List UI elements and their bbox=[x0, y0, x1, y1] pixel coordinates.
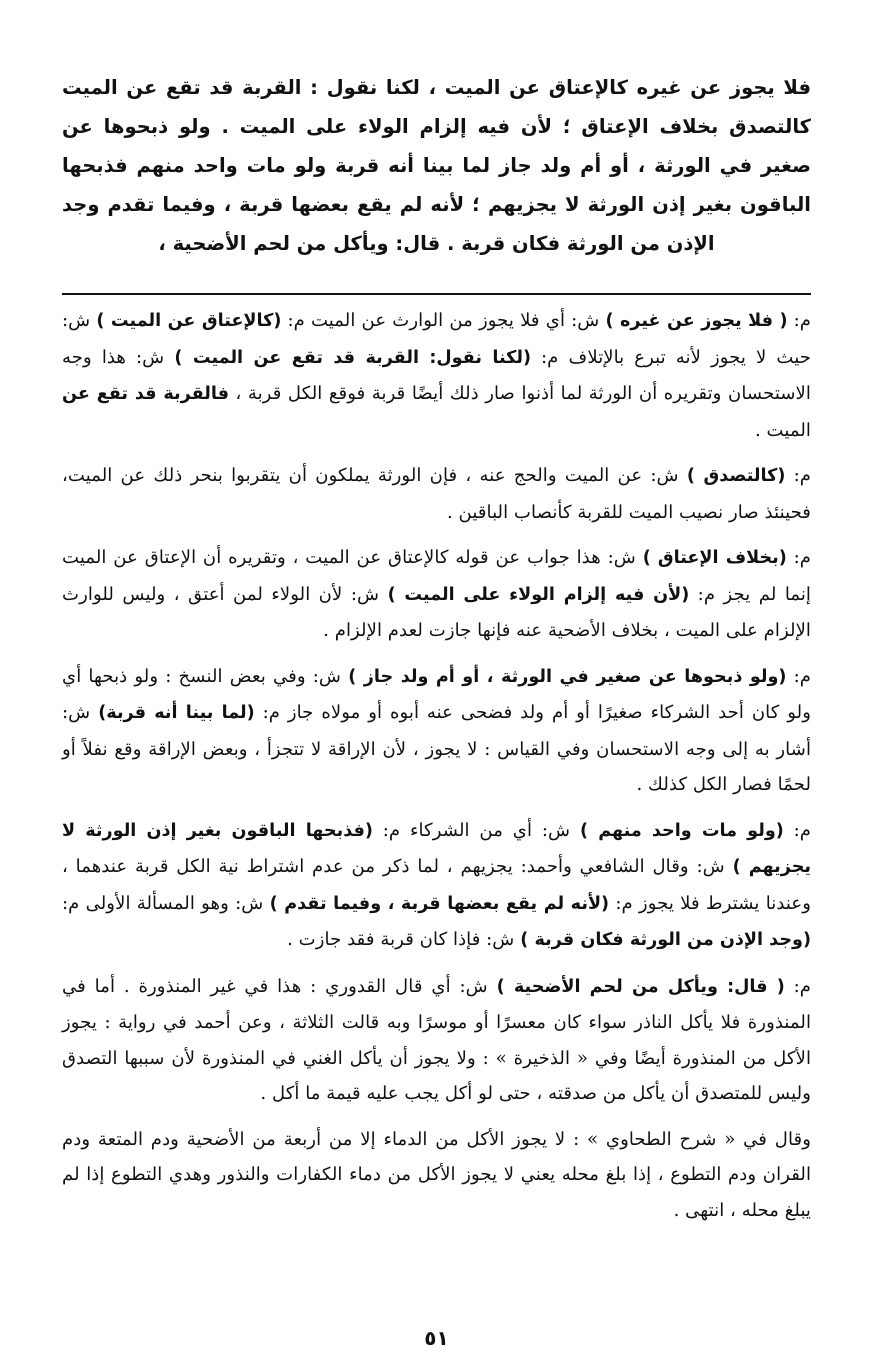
commentary-segment: م: bbox=[786, 665, 812, 687]
commentary-segment: ش: هذا وجه الاستحسان وتقريره أن الورثة لما أذنوا صار ذلك أيضًا قربة فوقع الكل قربة ، bbox=[62, 346, 811, 404]
commentary-segment: م: bbox=[785, 465, 811, 486]
divider-rule bbox=[62, 293, 811, 295]
quoted-matn-segment: (ولو مات واحد منهم ) bbox=[580, 820, 784, 841]
commentary-paragraph bbox=[62, 540, 811, 649]
commentary-segment: م: bbox=[786, 547, 811, 568]
commentary-paragraph bbox=[62, 1122, 811, 1229]
commentary-segment: ش: هذا جواب عن قوله كالإعتاق عن الميت ، وتقريره أن الإعتاق عن الميت إنما لم يجز م: bbox=[62, 547, 811, 605]
quoted-matn-segment: (لما بينا أنه قربة) bbox=[98, 703, 255, 723]
quoted-matn-segment: (بخلاف الإعتاق ) bbox=[642, 548, 787, 568]
commentary-segment: ش: حيث لا يجوز لأنه تبرع بالإتلاف م: bbox=[62, 310, 812, 368]
commentary-segment: ش: لأن الولاء لمن أعتق ، وليس للوارث الإلزام على الميت ، بخلاف الأضحية عنه فإنها جازت لعدم الإلزام . bbox=[62, 583, 811, 641]
quoted-matn-segment: (فذبحها الباقون بغير إذن الورثة لا يجزيهم ) bbox=[62, 820, 811, 877]
quoted-matn-segment: فالقربة قد تقع عن bbox=[62, 384, 229, 404]
page-number: ٥١ bbox=[424, 1326, 449, 1350]
quoted-matn-segment: (ولو ذبحوها عن صغير في الورثة ، أو أم ولد جاز ) bbox=[348, 666, 787, 687]
commentary-segment: ش: فإذا كان قربة فقد جازت . bbox=[287, 929, 521, 950]
quoted-matn-segment: (كالإعتاق عن الميت ) bbox=[96, 311, 282, 331]
quoted-matn-segment: (لأنه لم يقع بعضها قربة ، وفيما تقدم ) bbox=[269, 893, 610, 914]
commentary-paragraph bbox=[62, 303, 811, 448]
commentary-paragraph bbox=[62, 458, 811, 530]
commentary-segment: ش: أشار به إلى وجه الاستحسان وفي القياس : لا يجوز ، لأن الإراقة لا تتجزأ ، وبعض الإراقة وقع نفلاً أو لحمًا فصار الكل كذلك . bbox=[62, 702, 811, 795]
commentary-segment: ش: أي فلا يجوز من الوارث عن الميت م: bbox=[281, 310, 606, 331]
quoted-matn-segment: (لأن فيه إلزام الولاء على الميت ) bbox=[387, 584, 690, 605]
quoted-matn-segment: (لكنا نقول: القربة قد تقع عن الميت ) bbox=[174, 347, 532, 368]
quoted-matn-segment: (كالتصدق ) bbox=[686, 466, 786, 486]
commentary-segment: ش: وقال الشافعي وأحمد: يجزيهم ، لما ذكر من عدم اشتراط نية الكل قربة عندهما ، وعندنا يشترط فلا يجوز م: bbox=[62, 856, 811, 914]
commentary-segment: ش: وهو المسألة الأولى م: bbox=[62, 892, 270, 914]
commentary-segment: ش: أي قال القدوري : هذا في غير المنذورة . أما في المنذورة فلا يأكل الناذر سواء كان معسرًا أو موسرًا وبه قالت الثلاثة ، وعن أحمد في رواية : يجوز الأكل من المنذورة أيضًا وفي « الذخيرة » : ولا يجوز أن يأكل الغني في المنذورة لأن سببها التصدق وليس للمتصدق أن يأكل من صدقته ، حتى لو أكل يجب عليه قيمة ما أكل . bbox=[62, 975, 811, 1104]
commentary-segment: م: bbox=[784, 975, 811, 997]
commentary-segment: ش: عن الميت والحج عنه ، فإن الورثة يملكون أن يتقربوا بنحر ذلك عن الميت، فحينئذ صار نصيب الميت للقربة كأنصاب الباقين . bbox=[62, 465, 811, 523]
commentary-segment: ش: أي من الشركاء م: bbox=[372, 819, 581, 841]
commentary-paragraph bbox=[62, 969, 811, 1112]
commentary-section bbox=[62, 303, 811, 1228]
quoted-matn-segment: (وجد الإذن من الورثة فكان قربة ) bbox=[520, 930, 811, 950]
commentary-segment: م: bbox=[783, 819, 811, 841]
commentary-segment: وقال في « شرح الطحاوي » : لا يجوز الأكل من الدماء إلا من أربعة من الأضحية ودم المتعة ودم القران ودم التطوع ، إذا بلغ محله يعني لا يجوز الأكل من دماء الكفارات والنذور وهدي التطوع إذا لم يبلغ محله ، انتهى . bbox=[62, 1128, 811, 1221]
quoted-matn-segment: ( فلا يجوز عن غيره ) bbox=[605, 311, 788, 331]
quoted-matn-segment: ( قال: ويأكل من لحم الأضحية ) bbox=[496, 976, 785, 997]
commentary-segment: الميت . bbox=[754, 419, 811, 441]
main-text: فلا يجوز عن غيره كالإعتاق عن الميت ، لكنا نقول : القربة قد تقع عن الميت كالتصدق بخلاف الإعتاق ؛ لأن فيه إلزام الولاء على الميت . ولو ذبحوها عن صغير في الورثة ، أو أم ولد جاز لما بينا أنه قربة ولو مات واحد منهم فذبحها الباقون بغير إذن الورثة لا يجزيهم ؛ لأنه لم يقع بعضها قربة ، وفيما تقدم وجد الإذن من الورثة فكان قربة . قال: ويأكل من لحم الأضحية ، bbox=[62, 76, 811, 255]
commentary-segment: ش: وفي بعض النسخ : ولو ذبحها أي ولو كان أحد الشركاء صغيرًا أو أم ولد فضحى عنه أبوه أو مولاه جاز م: bbox=[62, 665, 811, 723]
commentary-paragraph bbox=[62, 813, 811, 959]
commentary-segment: م: bbox=[787, 310, 811, 331]
commentary-paragraph bbox=[62, 659, 811, 803]
